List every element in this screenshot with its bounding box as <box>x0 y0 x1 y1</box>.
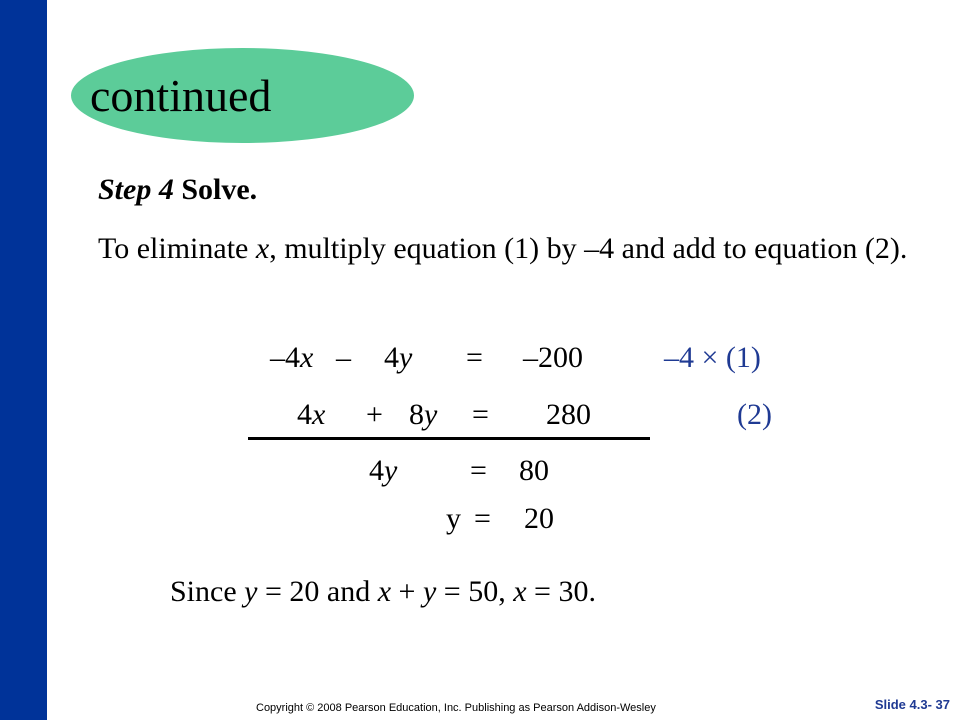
eq1-note: –4 × (1) <box>664 341 761 374</box>
conclusion-part-5: = 30. <box>526 575 596 608</box>
conclusion-var-3: y <box>422 575 437 608</box>
eq2-var-x: x <box>312 398 326 431</box>
conclusion-var-4: x <box>513 575 527 608</box>
eq2-equals: = <box>472 398 489 431</box>
eq4-equals: = <box>474 502 491 535</box>
conclusion-part-3: + <box>391 575 423 608</box>
eq1-operator: – <box>336 341 351 374</box>
eq2-rhs: 280 <box>546 398 591 431</box>
left-accent-bar <box>0 0 47 720</box>
conclusion-sentence <box>170 572 596 612</box>
eq2-coef-x: 4 <box>297 398 312 431</box>
conclusion-part-2: = 20 and <box>257 575 378 608</box>
eq3-term-y <box>369 451 397 491</box>
copyright-notice: Copyright © 2008 Pearson Education, Inc. Publishing as Pearson Addison-Wesley <box>256 702 656 714</box>
eq1-term-y <box>384 338 412 378</box>
slide-title: continued <box>90 70 272 121</box>
eq1-term-x <box>270 338 313 378</box>
step-label: Step 4 <box>98 173 174 206</box>
step-heading <box>98 170 257 210</box>
conclusion-part-1: Since <box>170 575 245 608</box>
instruction-part-2: , multiply equation (1) by –4 and add to equation (2). <box>269 232 908 265</box>
eq3-var-y: y <box>384 454 398 487</box>
eq2-note: (2) <box>737 398 772 431</box>
eq2-coef-y: 8 <box>409 398 424 431</box>
eq4-rhs: 20 <box>524 502 554 535</box>
conclusion-var-2: x <box>377 575 392 608</box>
eq1-coef-y: 4 <box>384 341 399 374</box>
conclusion-part-4: = 50, <box>436 575 514 608</box>
instruction-variable: x <box>255 232 270 265</box>
conclusion-var-1: y <box>244 575 258 608</box>
eq1-var-y: y <box>399 341 413 374</box>
eq3-coef-y: 4 <box>369 454 384 487</box>
eq2-term-y <box>409 395 437 435</box>
eq1-equals: = <box>466 341 483 374</box>
eq2-term-x <box>297 395 325 435</box>
instruction-paragraph <box>98 228 918 270</box>
eq1-coef-x: –4 <box>270 341 300 374</box>
slide-number: Slide 4.3- 37 <box>874 697 950 712</box>
eq1-rhs: –200 <box>523 341 583 374</box>
eq3-rhs: 80 <box>519 454 549 487</box>
step-action: Solve. <box>181 173 258 206</box>
eq4-var: y <box>446 502 461 535</box>
eq2-var-y: y <box>424 398 438 431</box>
instruction-part-1: To eliminate <box>98 232 256 265</box>
sum-line <box>248 437 650 440</box>
eq1-var-x: x <box>300 341 314 374</box>
eq3-equals: = <box>470 454 487 487</box>
eq2-operator: + <box>366 398 383 431</box>
